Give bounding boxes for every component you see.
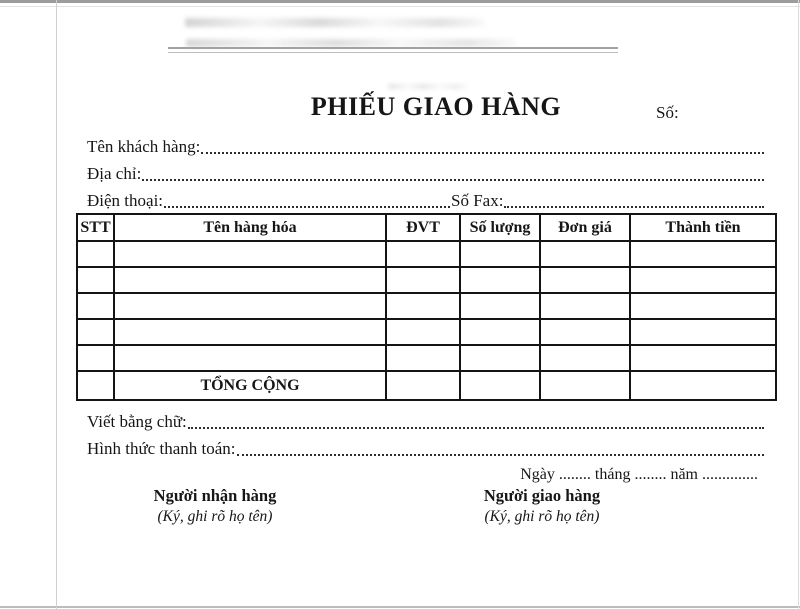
payment-method-label: Hình thức thanh toán:: [87, 439, 236, 458]
amount-in-words-row: [87, 411, 765, 433]
fax-label: Số Fax:: [451, 191, 504, 210]
col-header-ten-hang-hoa: Tên hàng hóa: [114, 214, 386, 241]
blurred-header-fragment: [388, 84, 468, 89]
phone-label: Điện thoại:: [87, 191, 164, 210]
scan-top-hairline: [0, 6, 800, 7]
number-label: Số:: [656, 103, 679, 122]
table-row: [77, 319, 776, 345]
address-label: Địa chỉ:: [87, 164, 142, 183]
scan-bottom-edge: [0, 606, 800, 608]
col-header-thanh-tien: Thành tiền: [630, 214, 776, 241]
address-dotted-line: [142, 178, 764, 181]
total-label: TỔNG CỘNG: [114, 371, 386, 400]
payment-method-row: [87, 438, 765, 460]
deliverer-note: (Ký, ghi rõ họ tên): [484, 508, 600, 525]
receiver-note: (Ký, ghi rõ họ tên): [157, 508, 273, 525]
blurred-header-line-1: [185, 18, 485, 27]
col-header-dvt: ĐVT: [386, 214, 460, 241]
goods-table: [76, 213, 777, 401]
customer-name-dotted-line: [201, 151, 764, 154]
receiver-title: Người nhận hàng: [153, 486, 277, 505]
address-row: [87, 163, 765, 185]
col-header-stt: STT: [77, 214, 114, 241]
pad-left-edge-line: [56, 0, 57, 609]
blurred-header-line-2: [186, 39, 516, 47]
col-header-don-gia: Đơn giá: [540, 214, 630, 241]
table-header-row: [77, 214, 776, 241]
table-row: [77, 345, 776, 371]
date-line: Ngày ........ tháng ........ năm ..............: [520, 466, 758, 483]
table-row: [77, 267, 776, 293]
customer-name-row: [87, 136, 765, 158]
deliverer-signature-block: [432, 486, 652, 527]
phone-fax-row: [87, 190, 765, 212]
phone-dotted-line: [164, 205, 450, 208]
table-row: [77, 241, 776, 267]
form-title: PHIẾU GIAO HÀNG: [310, 92, 562, 121]
table-row: [77, 293, 776, 319]
table-total-row: [77, 371, 776, 400]
fax-dotted-line: [504, 205, 764, 208]
amount-in-words-dotted-line: [188, 426, 764, 429]
customer-name-label: Tên khách hàng:: [87, 137, 201, 156]
payment-method-dotted-line: [237, 453, 765, 456]
amount-in-words-label: Viết bằng chữ:: [87, 412, 187, 431]
deliverer-title: Người giao hàng: [483, 486, 601, 505]
col-header-so-luong: Số lượng: [460, 214, 540, 241]
receiver-signature-block: [105, 486, 325, 527]
header-double-rule: [168, 47, 618, 53]
scan-top-edge: [0, 0, 800, 3]
